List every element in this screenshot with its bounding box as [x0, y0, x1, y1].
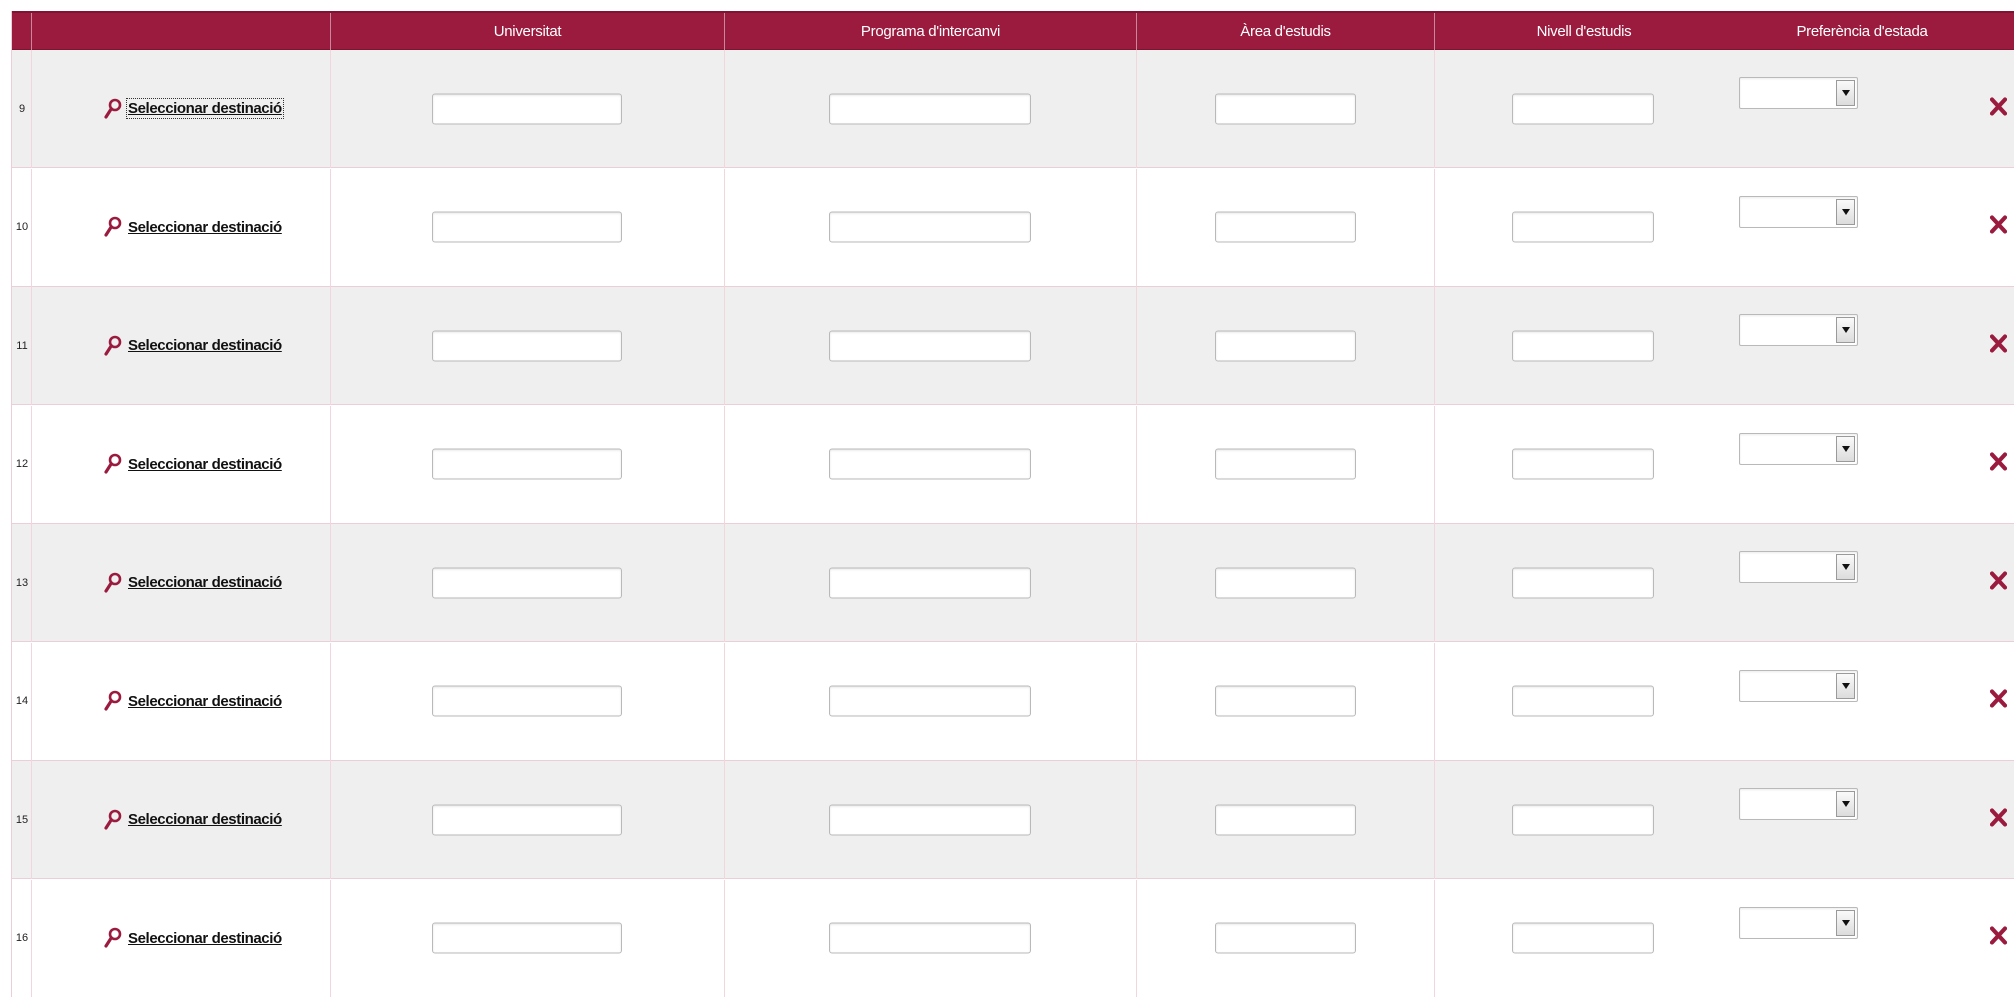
row-number: 15: [15, 813, 29, 826]
cell-divider: [1434, 761, 1435, 879]
cell-divider: [1434, 287, 1435, 405]
universitat-input[interactable]: [432, 212, 622, 243]
cell-divider: [330, 880, 331, 997]
table-row: [12, 643, 2014, 761]
nivell-input[interactable]: [1512, 923, 1654, 954]
magnifier-icon[interactable]: [104, 927, 122, 949]
cell-divider: [724, 524, 725, 642]
magnifier-icon[interactable]: [104, 216, 122, 238]
nivell-input[interactable]: [1512, 330, 1654, 361]
cell-divider: [330, 524, 331, 642]
chevron-down-icon[interactable]: [1836, 317, 1855, 343]
chevron-down-icon[interactable]: [1836, 80, 1855, 106]
nivell-input[interactable]: [1512, 93, 1654, 124]
preferencia-select[interactable]: [1739, 551, 1858, 583]
cell-divider: [1434, 524, 1435, 642]
select-destination-link[interactable]: Seleccionar destinació: [128, 929, 282, 947]
select-destination-link[interactable]: Seleccionar destinació: [128, 692, 282, 710]
header-divider: [31, 13, 32, 50]
column-header-preferencia: Preferència d'estada: [1796, 23, 1928, 40]
select-destination-link[interactable]: Seleccionar destinació: [128, 574, 282, 591]
universitat-input[interactable]: [432, 449, 622, 480]
destinations-table: [11, 11, 2014, 997]
select-destination: [104, 335, 282, 357]
delete-x-icon[interactable]: [1990, 214, 2007, 241]
universitat-input[interactable]: [432, 330, 622, 361]
table-row: [12, 50, 2014, 168]
cell-divider: [1136, 169, 1137, 287]
area-input[interactable]: [1215, 567, 1356, 598]
cell-divider: [724, 406, 725, 524]
column-header-programa: Programa d'intercanvi: [860, 23, 1001, 40]
column-header-universitat: Universitat: [493, 23, 562, 40]
preferencia-select[interactable]: [1739, 314, 1858, 346]
column-header-nivell: Nivell d'estudis: [1536, 23, 1632, 40]
cell-divider: [1434, 169, 1435, 287]
cell-divider: [330, 50, 331, 168]
row-number: 10: [15, 221, 29, 233]
preferencia-select[interactable]: [1739, 77, 1858, 109]
nivell-input[interactable]: [1512, 212, 1654, 243]
area-input[interactable]: [1215, 330, 1356, 361]
chevron-down-icon[interactable]: [1836, 554, 1855, 580]
preferencia-select[interactable]: [1739, 907, 1858, 939]
cell-divider: [724, 287, 725, 405]
row-number: 9: [18, 102, 26, 115]
select-destination: [104, 690, 282, 712]
programa-input[interactable]: [829, 330, 1031, 361]
magnifier-icon[interactable]: [104, 453, 122, 475]
select-destination: [104, 453, 282, 475]
row-number: 13: [15, 576, 29, 589]
select-destination-link[interactable]: Seleccionar destinació: [128, 811, 282, 828]
delete-x-icon[interactable]: [1990, 806, 2007, 833]
programa-input[interactable]: [829, 923, 1031, 954]
magnifier-icon[interactable]: [104, 335, 122, 357]
select-destination: [104, 572, 282, 594]
chevron-down-icon[interactable]: [1836, 791, 1855, 817]
delete-x-icon[interactable]: [1990, 332, 2007, 359]
magnifier-icon[interactable]: [104, 809, 122, 831]
cell-divider: [724, 880, 725, 997]
table-row: [12, 287, 2014, 405]
row-number: 11: [16, 339, 28, 352]
chevron-down-icon[interactable]: [1836, 436, 1855, 462]
magnifier-icon[interactable]: [104, 690, 122, 712]
table-row: [12, 524, 2014, 642]
cell-divider: [330, 406, 331, 524]
cell-divider: [330, 643, 331, 761]
area-input[interactable]: [1215, 449, 1356, 480]
preferencia-select[interactable]: [1739, 433, 1858, 465]
row-number: 14: [15, 695, 29, 707]
area-input[interactable]: [1215, 686, 1356, 717]
universitat-input[interactable]: [432, 567, 622, 598]
delete-x-icon[interactable]: [1990, 569, 2007, 596]
nivell-input[interactable]: [1512, 567, 1654, 598]
cell-divider: [724, 169, 725, 287]
preferencia-select[interactable]: [1739, 670, 1858, 702]
table-row: [12, 880, 2014, 997]
cell-divider: [1434, 406, 1435, 524]
select-destination-link[interactable]: Seleccionar destinació: [128, 337, 282, 354]
cell-divider: [1136, 643, 1137, 761]
cell-divider: [1136, 524, 1137, 642]
cell-divider: [724, 50, 725, 168]
magnifier-icon[interactable]: [104, 98, 122, 120]
cell-divider: [1136, 50, 1137, 168]
cell-divider: [330, 287, 331, 405]
cell-divider: [1434, 50, 1435, 168]
cell-divider: [724, 643, 725, 761]
select-destination-link[interactable]: Seleccionar destinació: [128, 455, 282, 473]
chevron-down-icon[interactable]: [1836, 199, 1855, 225]
select-destination-link[interactable]: Seleccionar destinació: [128, 218, 282, 236]
column-header-area: Àrea d'estudis: [1240, 23, 1331, 40]
delete-x-icon[interactable]: [1990, 925, 2007, 952]
select-destination: [104, 98, 282, 120]
area-input[interactable]: [1215, 923, 1356, 954]
table-row: [12, 406, 2014, 524]
programa-input[interactable]: [829, 93, 1031, 124]
universitat-input[interactable]: [432, 93, 622, 124]
area-input[interactable]: [1215, 804, 1356, 835]
select-destination: [104, 927, 282, 949]
chevron-down-icon[interactable]: [1836, 910, 1855, 936]
nivell-input[interactable]: [1512, 804, 1654, 835]
preferencia-select[interactable]: [1739, 788, 1858, 820]
delete-x-icon[interactable]: [1990, 95, 2007, 122]
chevron-down-icon[interactable]: [1836, 673, 1855, 699]
nivell-input[interactable]: [1512, 686, 1654, 717]
cell-divider: [1434, 643, 1435, 761]
delete-x-icon[interactable]: [1990, 451, 2007, 478]
select-destination: [104, 809, 282, 831]
programa-input[interactable]: [829, 686, 1031, 717]
select-destination-link[interactable]: Seleccionar destinació: [128, 100, 282, 117]
cell-divider: [1136, 287, 1137, 405]
table-header: [12, 11, 2014, 50]
cell-divider: [330, 761, 331, 879]
cell-divider: [1136, 406, 1137, 524]
universitat-input[interactable]: [432, 686, 622, 717]
programa-input[interactable]: [829, 212, 1031, 243]
row-number: 16: [15, 932, 29, 944]
table-row: [12, 169, 2014, 287]
universitat-input[interactable]: [432, 923, 622, 954]
programa-input[interactable]: [829, 804, 1031, 835]
area-input[interactable]: [1215, 93, 1356, 124]
row-number: 12: [15, 458, 29, 470]
cell-divider: [1136, 761, 1137, 879]
programa-input[interactable]: [829, 449, 1031, 480]
magnifier-icon[interactable]: [104, 572, 122, 594]
programa-input[interactable]: [829, 567, 1031, 598]
cell-divider: [724, 761, 725, 879]
select-destination: [104, 216, 282, 238]
area-input[interactable]: [1215, 212, 1356, 243]
cell-divider: [1434, 880, 1435, 997]
nivell-input[interactable]: [1512, 449, 1654, 480]
table-row: [12, 761, 2014, 879]
preferencia-select[interactable]: [1739, 196, 1858, 228]
delete-x-icon[interactable]: [1990, 688, 2007, 715]
cell-divider: [1136, 880, 1137, 997]
cell-divider: [330, 169, 331, 287]
universitat-input[interactable]: [432, 804, 622, 835]
